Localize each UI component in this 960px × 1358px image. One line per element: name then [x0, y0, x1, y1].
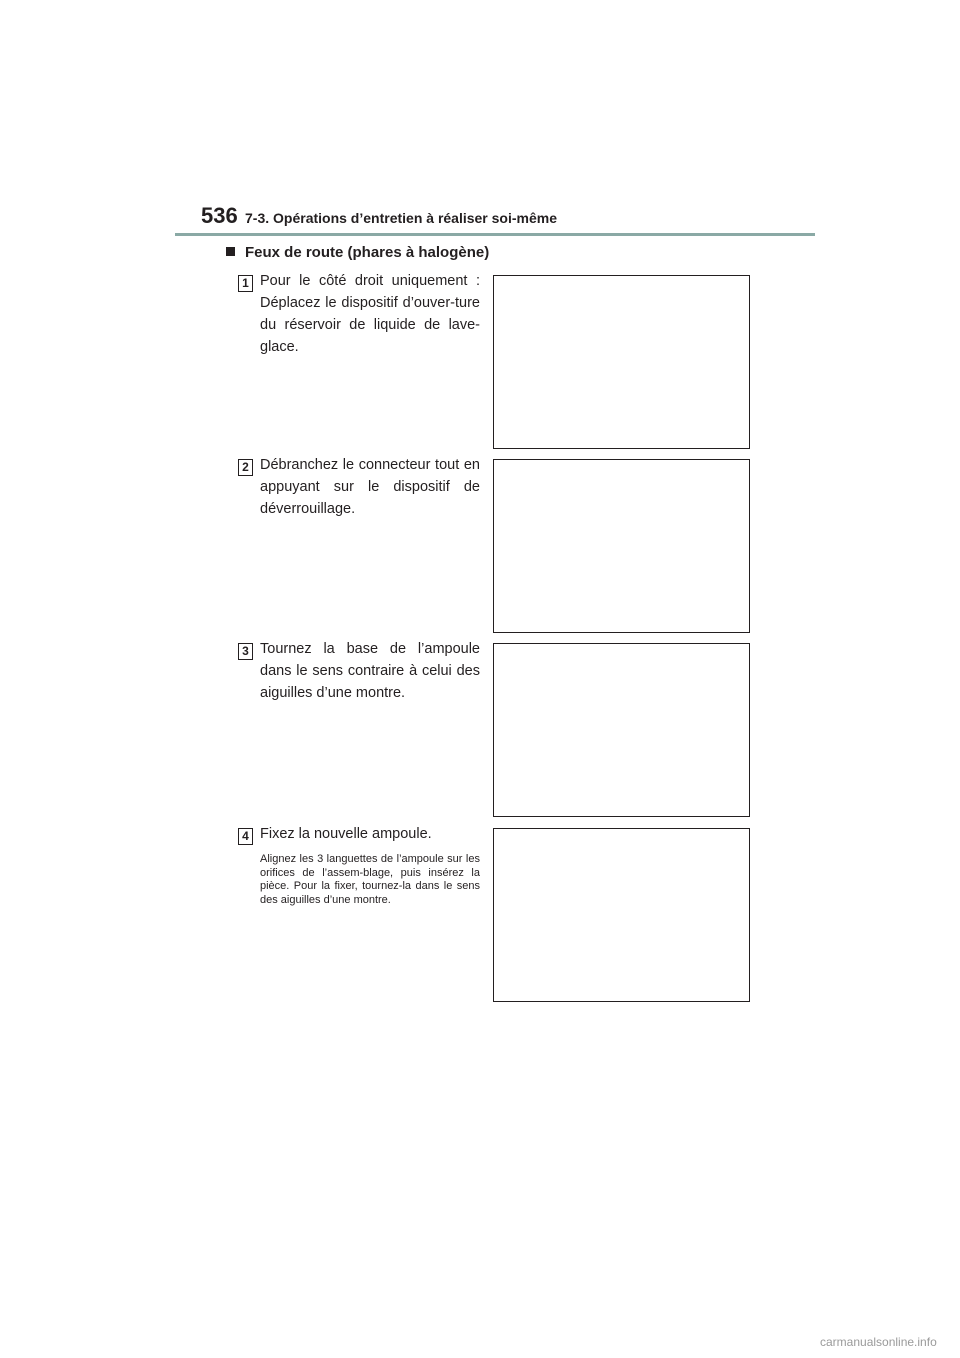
- step-number-4: 4: [238, 828, 253, 845]
- step-number-2: 2: [238, 459, 253, 476]
- step-note-4: Alignez les 3 languettes de l’ampoule sur les orifices de l’assem-blage, puis insérez la pièce. Pour la fixer, tournez-la dans le sens des aiguilles d’une montre.: [260, 853, 480, 906]
- section-title-text: Feux de route (phares à halogène): [245, 244, 490, 261]
- step-text-3: Tournez la base de l’ampoule dans le sens contraire à celui des aiguilles d’une montre.: [260, 641, 480, 701]
- step-figure-1: [493, 275, 750, 449]
- step-figure-4: [493, 828, 750, 1002]
- step-text-1: Pour le côté droit uniquement : Déplacez le dispositif d’ouver-ture du réservoir de liquide de lave-glace.: [260, 273, 480, 355]
- step-text-4: Fixez la nouvelle ampoule.: [260, 826, 432, 842]
- section-title: [226, 244, 489, 261]
- header-rule: [175, 233, 815, 236]
- watermark: carmanualsonline.info: [820, 1335, 937, 1349]
- step-number-3: 3: [238, 643, 253, 660]
- step-figure-3: [493, 643, 750, 817]
- step-figure-2: [493, 459, 750, 633]
- chapter-title: 7-3. Opérations d’entretien à réaliser soi-même: [245, 210, 558, 226]
- page-number: 536: [201, 203, 238, 228]
- step-text-2: Débranchez le connecteur tout en appuyant sur le dispositif de déverrouillage.: [260, 457, 480, 517]
- step-number-1: 1: [238, 275, 253, 292]
- page-header: [175, 203, 815, 235]
- bullet-square-icon: [226, 247, 235, 256]
